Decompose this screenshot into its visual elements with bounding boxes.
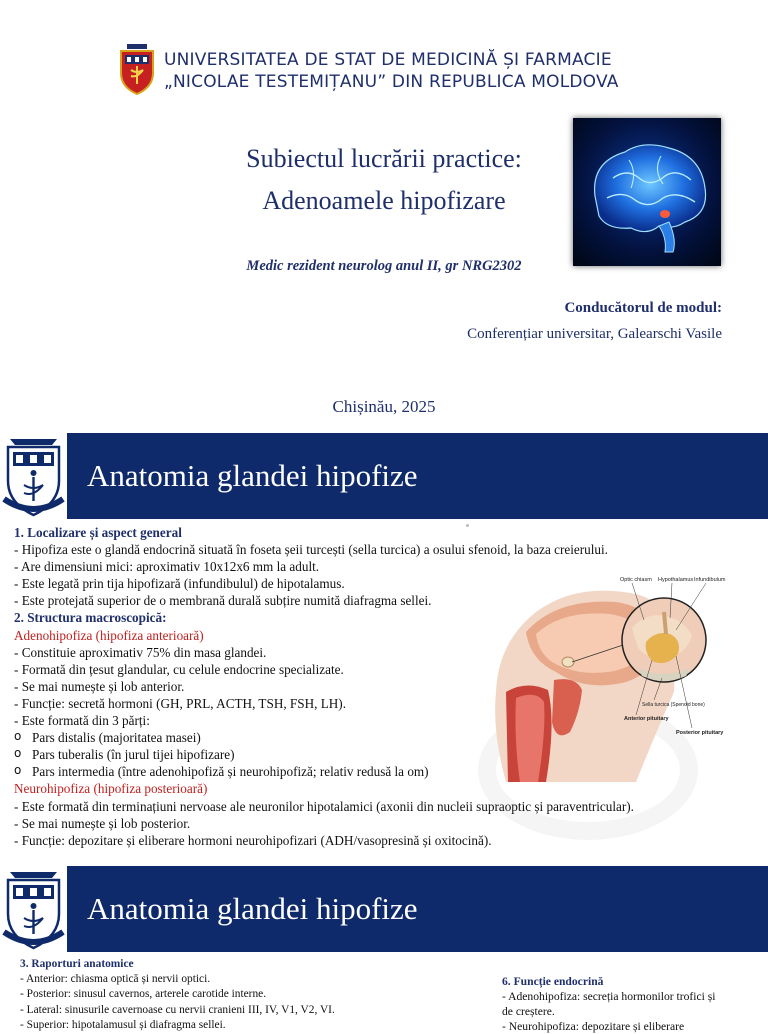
slide3-col1-line: - Anterior: chiasma optică și nervii optici. [20, 973, 211, 986]
label-infundibulum: Infundibulum [694, 577, 726, 583]
slide3-column-2 [502, 974, 752, 1034]
title-slide [0, 0, 768, 433]
label-sella-turcica: Sella turcica (Spenoid bone) [642, 702, 705, 708]
brain-icon [573, 118, 721, 266]
slide2-heading: 1. Localizare și aspect general [14, 525, 182, 540]
brain-image [573, 118, 721, 266]
label-posterior-pituitary: Posterior pituitary [676, 730, 724, 736]
slide2-line: - Funcție: depozitare și eliberare hormoni neurohipofizari (ADH/vasopresină și oxitocină). [14, 832, 492, 848]
slide2-heading: 2. Structura macroscopică: [14, 610, 167, 626]
slide3-column-1 [20, 957, 460, 1033]
slide3-col1-line: - Superior: hipotalamusul și diafragma sellei. [20, 1018, 226, 1031]
slide2-line: - Este legată prin tija hipofizară (infundibulul) de hipotalamus. [14, 576, 345, 592]
slide2-bullet-item: o Pars intermedia (între adenohipofiză și neurohipofiză; relativ redusă la om) [14, 763, 754, 780]
slide3-col1-heading: 3. Raporturi anatomice [20, 958, 134, 970]
slide2-line: - Se mai numește și lob posterior. [14, 815, 191, 831]
subject-line2: Adenoamele hipofizare [262, 186, 506, 215]
university-name [164, 49, 619, 93]
slide2-line: - Este formată din 3 părți: [14, 713, 150, 729]
resident-info: Medic rezident neurolog anul II, gr NRG2302 [246, 258, 522, 274]
slide2-line: - Funcție: secretă hormoni (GH, PRL, ACTH, TSH, FSH, LH). [14, 695, 346, 711]
slide2-line: - Se mai numește și lob anterior. [14, 678, 185, 694]
subject-line1: Subiectul lucrării practice: [246, 144, 522, 173]
slide3-col2-heading: 6. Funcție endocrină [502, 975, 604, 988]
label-optic-chiasm: Optic chiasm [620, 577, 652, 583]
slide3-col2-line: - Neurohipofiza: depozitare și eliberare [502, 1020, 685, 1033]
slide3-title: Anatomia glandei hipofize [87, 891, 418, 926]
label-anterior-pituitary: Anterior pituitary [624, 716, 669, 722]
label-hypothalamus: Hypothalamus [658, 577, 694, 583]
slide2-subheading: Neurohipofiza (hipofiza posterioară) [14, 781, 208, 797]
slide2-header [0, 433, 768, 519]
slide2-line: - Are dimensiuni mici: aproximativ 10x12x6 mm la adult. [14, 559, 320, 575]
slide2-bullet-item: o Pars tuberalis (în jurul tijei hipofizare) [14, 746, 754, 763]
slide2-line: - Constituie aproximativ 75% din masa glandei. [14, 644, 267, 660]
university-crest-icon [119, 43, 155, 95]
slide3-col1-line: - Lateral: sinusurile cavernoase cu nervii cranieni III, IV, V1, V2, VI. [20, 1003, 335, 1016]
coordinator-label: Conducătorul de modul: [564, 300, 722, 316]
slide3-col2-line: de creștere. [502, 1005, 555, 1018]
slide2-line: - Formată din țesut glandular, cu celule endocrine specializate. [14, 661, 344, 677]
university-crest-icon [0, 866, 67, 952]
pituitary-anatomy-figure [486, 572, 732, 784]
slide2-title: Anatomia glandei hipofize [87, 458, 418, 493]
slide3-col2-line: - Adenohipofiza: secreția hormonilor trofici și [502, 990, 716, 1003]
slide3-col1-line: - Posterior: sinusul cavernos, arterele carotide interne. [20, 988, 267, 1001]
subject-title [200, 146, 568, 214]
university-crest-icon [0, 433, 67, 519]
university-name-line1: UNIVERSITATEA DE STAT DE MEDICINĂ ȘI FARMACIE [164, 50, 612, 70]
coordinator-name: Conferențiar universitar, Galearschi Vasile [467, 326, 722, 342]
slide3-header [0, 866, 768, 952]
slide2-bullet-item: o Pars distalis (majoritatea masei) [14, 729, 754, 746]
slide2-line: - Este protejată superior de o membrană durală subțire numită diafragma sellei. [14, 593, 432, 609]
slide2-subheading: Adenohipofiza (hipofiza anterioară) [14, 627, 204, 643]
university-name-line2: „NICOLAE TESTEMIȚANU” DIN REPUBLICA MOLDOVA [164, 72, 619, 92]
slide2-line: - Hipofiza este o glandă endocrină situată în foseta șeii turcești (sella turcica) a osului sfenoid, la baza creierului. [14, 542, 608, 558]
city-year: Chișinău, 2025 [332, 397, 436, 416]
slide2-line: - Este formată din terminațiuni nervoase ale neuronilor hipotalamici (axonii din nucleii supraoptic și paraventricular). [14, 798, 634, 814]
